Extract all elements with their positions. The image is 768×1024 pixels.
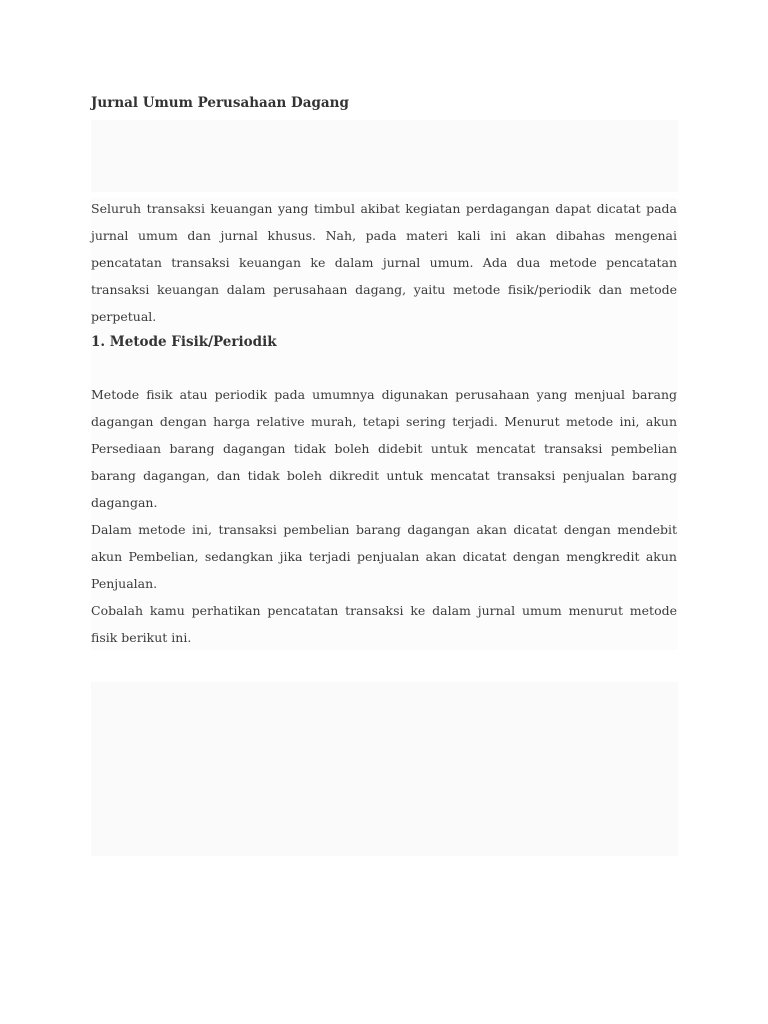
document-title: Jurnal Umum Perusahaan Dagang xyxy=(91,95,349,111)
section-heading: 1. Metode Fisik/Periodik xyxy=(91,334,277,350)
intro-paragraph: Seluruh transaksi keuangan yang timbul akibat kegiatan perdagangan dapat dicatat pada jurnal umum dan jurnal khusus. Nah, pada materi kali ini akan dibahas mengenai pencatatan transaksi keuangan ke dalam jurnal umum. Ada dua metode pencatatan transaksi keuangan dalam perusahaan dagang, yaitu metode fisik/periodik dan metode perpetual. xyxy=(91,201,677,324)
method-detail-paragraph: Dalam metode ini, transaksi pembelian barang dagangan akan dicatat dengan mendebit akun Pembelian, sedangkan jika terjadi penjualan akan dicatat dengan mengkredit akun Penjualan. xyxy=(91,522,677,591)
image-placeholder-bottom xyxy=(91,682,678,856)
image-placeholder-top xyxy=(91,120,678,192)
example-intro-paragraph: Cobalah kamu perhatikan pencatatan transaksi ke dalam jurnal umum menurut metode fisik berikut ini. xyxy=(91,603,677,645)
method-description-paragraph: Metode fisik atau periodik pada umumnya digunakan perusahaan yang menjual barang dagangan dengan harga relative murah, tetapi sering terjadi. Menurut metode ini, akun Persediaan barang dagangan tidak boleh didebit untuk mencatat transaksi pembelian barang dagangan, dan tidak boleh dikredit untuk mencatat transaksi penjualan barang dagangan. xyxy=(91,387,677,510)
